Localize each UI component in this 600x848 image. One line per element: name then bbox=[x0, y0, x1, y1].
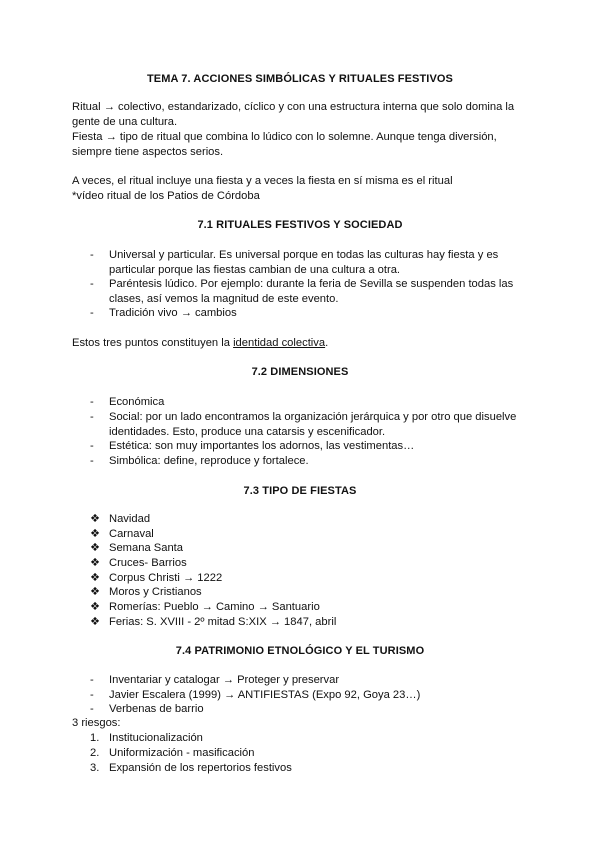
item-number: 1. bbox=[90, 732, 100, 744]
diamond-bullet-icon: ❖ bbox=[90, 542, 101, 554]
list-item bbox=[92, 306, 532, 321]
fiesta-type: Ferias: S. XVIII - 2º mitad S:XIX → 1847, abril bbox=[109, 616, 337, 628]
list-item-line: Verbenas de barrio bbox=[109, 703, 204, 715]
list-item bbox=[92, 410, 532, 440]
dash-bullet: - bbox=[90, 307, 94, 319]
dash-bullet: - bbox=[90, 703, 94, 715]
ritual-note-line-2: *vídeo ritual de los Patios de Córdoba bbox=[72, 190, 260, 202]
section-3-heading: 7.3 TIPO DE FIESTAS bbox=[243, 485, 357, 497]
list-item bbox=[92, 541, 532, 556]
list-item bbox=[92, 615, 532, 630]
fiesta-type: Carnaval bbox=[109, 528, 154, 540]
list-item bbox=[92, 571, 532, 586]
dash-bullet: - bbox=[90, 249, 94, 261]
summary-text: Estos tres puntos constituyen la bbox=[72, 337, 234, 349]
identity-summary bbox=[72, 336, 532, 351]
list-item-line: Simbólica: define, reproduce y fortalece. bbox=[109, 455, 309, 467]
risk-text: Institucionalización bbox=[109, 732, 203, 744]
list-item-line: clases, así vemos la magnitud de este evento. bbox=[109, 293, 339, 305]
list-item-line: particular porque las fiestas cambian de una cultura a otra. bbox=[109, 264, 401, 276]
ritual-definition-line-2: gente de una cultura. bbox=[72, 116, 178, 128]
risks-label: 3 riesgos: bbox=[72, 717, 121, 729]
list-item-line: Social: por un lado encontramos la organización jerárquica y por otro que disuelve bbox=[109, 411, 517, 423]
item-number: 3. bbox=[90, 762, 100, 774]
fiesta-type: Navidad bbox=[109, 513, 151, 525]
summary-period: . bbox=[325, 337, 329, 349]
list-item-line: Estética: son muy importantes los adornos, las vestimentas… bbox=[109, 440, 415, 452]
numbered-item bbox=[92, 731, 532, 746]
identidad-colectiva-underlined: identidad colectiva bbox=[233, 337, 326, 349]
diamond-bullet-icon: ❖ bbox=[90, 572, 101, 584]
fiesta-type: Moros y Cristianos bbox=[109, 586, 202, 598]
list-item bbox=[92, 673, 532, 688]
list-item bbox=[92, 277, 532, 307]
item-number: 2. bbox=[90, 747, 100, 759]
list-item bbox=[92, 688, 532, 703]
risk-text: Expansión de los repertorios festivos bbox=[109, 762, 292, 774]
list-item-line: Inventariar y catalogar → Proteger y preservar bbox=[109, 674, 340, 686]
diamond-bullet-icon: ❖ bbox=[90, 616, 101, 628]
dash-bullet: - bbox=[90, 455, 94, 467]
dash-bullet: - bbox=[90, 411, 94, 423]
section-4-heading: 7.4 PATRIMONIO ETNOLÓGICO Y EL TURISMO bbox=[175, 645, 425, 657]
list-item bbox=[92, 527, 532, 542]
list-item bbox=[92, 439, 532, 454]
fiesta-type: Corpus Christi → 1222 bbox=[109, 572, 223, 584]
ritual-definition-line-1: Ritual → colectivo, estandarizado, cíclico y con una estructura interna que solo domina la bbox=[72, 101, 515, 113]
list-item bbox=[92, 585, 532, 600]
list-item-line: identidades. Esto, produce una catarsis y escenificador. bbox=[109, 426, 386, 438]
diamond-bullet-icon: ❖ bbox=[90, 557, 101, 569]
list-item bbox=[92, 248, 532, 278]
document-title: TEMA 7. ACCIONES SIMBÓLICAS Y RITUALES FESTIVOS bbox=[146, 73, 453, 85]
list-item-line: Paréntesis lúdico. Por ejemplo: durante la feria de Sevilla se suspenden todas las bbox=[109, 278, 514, 290]
list-item bbox=[92, 600, 532, 615]
ritual-note-line-1: A veces, el ritual incluye una fiesta y a veces la fiesta en sí misma es el ritual bbox=[72, 175, 453, 187]
list-item-line: Javier Escalera (1999) → ANTIFIESTAS (Expo 92, Goya 23…) bbox=[109, 689, 421, 701]
fiesta-type: Cruces- Barrios bbox=[109, 557, 187, 569]
list-item bbox=[92, 395, 532, 410]
list-item-line: Económica bbox=[109, 396, 165, 408]
fiesta-type: Semana Santa bbox=[109, 542, 184, 554]
dash-bullet: - bbox=[90, 278, 94, 290]
list-item bbox=[92, 512, 532, 527]
diamond-bullet-icon: ❖ bbox=[90, 601, 101, 613]
dash-bullet: - bbox=[90, 689, 94, 701]
numbered-item bbox=[92, 746, 532, 761]
list-item bbox=[92, 702, 532, 717]
diamond-bullet-icon: ❖ bbox=[90, 528, 101, 540]
dash-bullet: - bbox=[90, 440, 94, 452]
section-1-heading: 7.1 RITUALES FESTIVOS Y SOCIEDAD bbox=[197, 219, 403, 231]
fiesta-type: Romerías: Pueblo → Camino → Santuario bbox=[109, 601, 320, 613]
list-item bbox=[92, 454, 532, 469]
diamond-bullet-icon: ❖ bbox=[90, 586, 101, 598]
dash-bullet: - bbox=[90, 674, 94, 686]
list-item-line: Tradición vivo → cambios bbox=[109, 307, 237, 319]
section-2-heading: 7.2 DIMENSIONES bbox=[251, 366, 349, 378]
diamond-bullet-icon: ❖ bbox=[90, 513, 101, 525]
list-item bbox=[92, 556, 532, 571]
fiesta-definition-line-1: Fiesta → tipo de ritual que combina lo lúdico con lo solemne. Aunque tenga diversión, bbox=[72, 131, 497, 143]
fiesta-definition-line-2: siempre tiene aspectos serios. bbox=[72, 146, 224, 158]
risk-text: Uniformización - masificación bbox=[109, 747, 255, 759]
dash-bullet: - bbox=[90, 396, 94, 408]
numbered-item bbox=[92, 761, 532, 776]
list-item-line: Universal y particular. Es universal porque en todas las culturas hay fiesta y es bbox=[109, 249, 499, 261]
